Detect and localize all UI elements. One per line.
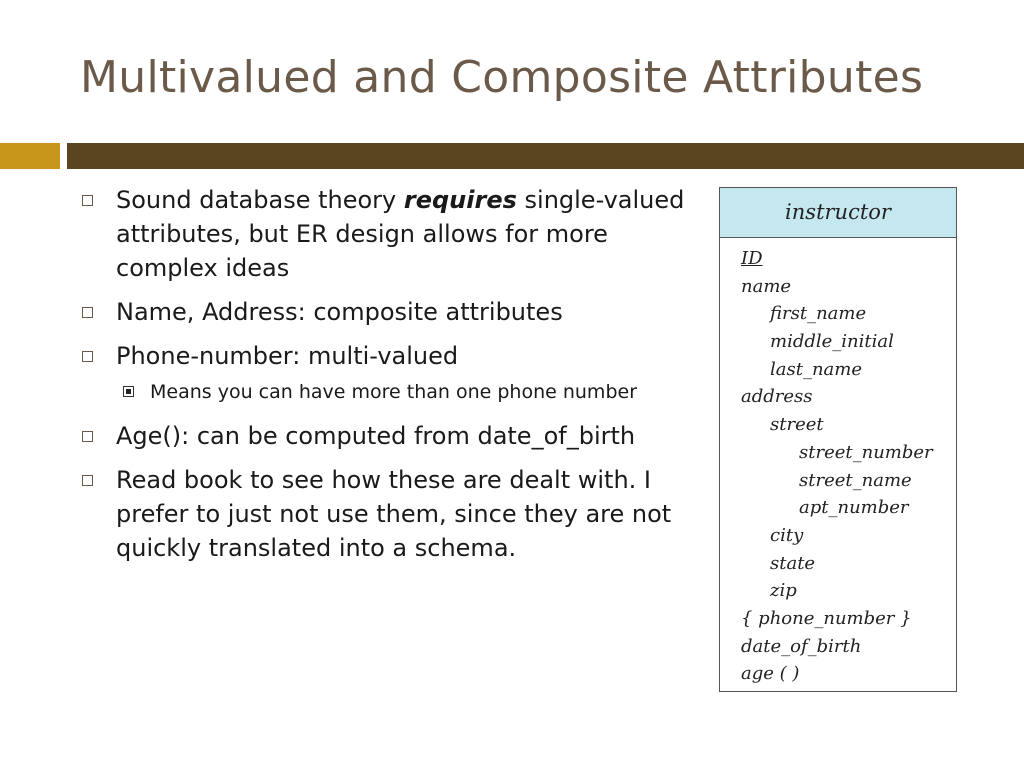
entity-attribute: middle_initial	[770, 331, 894, 353]
entity-box	[719, 187, 957, 692]
entity-attribute: city	[770, 524, 804, 546]
entity-attribute: apt_number	[799, 497, 909, 519]
square-bullet-icon	[82, 475, 93, 486]
accent-band-right	[67, 143, 1024, 169]
emphasis-text: requires	[403, 186, 517, 214]
square-bullet-icon	[82, 307, 93, 318]
entity-attribute: age ( )	[741, 663, 800, 685]
entity-attribute: street_number	[799, 441, 933, 463]
bullet-item	[82, 339, 692, 373]
bullet-text: single-valued attributes, but ER design allows for more complex ideas	[116, 186, 685, 282]
entity-attribute: date_of_birth	[741, 635, 862, 657]
bullet-item	[82, 295, 692, 329]
square-bullet-icon	[82, 431, 93, 442]
bullet-text: Age(): can be computed from date_of_birth	[116, 422, 636, 450]
bullet-text: Name, Address: composite attributes	[116, 298, 563, 326]
entity-attribute: street	[770, 414, 824, 436]
attribute-list	[720, 238, 956, 688]
entity-attribute: address	[741, 386, 813, 408]
filled-square-bullet-icon	[123, 386, 134, 397]
bullet-text: Sound database theory	[116, 186, 404, 214]
entity-attribute: { phone_number }	[741, 607, 912, 629]
bullet-item	[82, 183, 692, 285]
square-bullet-icon	[82, 195, 93, 206]
entity-attribute: name	[741, 275, 792, 297]
bullet-item	[82, 463, 692, 565]
entity-attribute: first_name	[770, 303, 867, 325]
entity-attribute: street_name	[799, 469, 912, 491]
square-bullet-icon	[82, 351, 93, 362]
bullet-text: Phone-number: multi-valued	[116, 342, 459, 370]
bullet-item	[82, 419, 692, 453]
entity-attribute: state	[770, 552, 816, 574]
bullet-list	[82, 183, 692, 575]
sub-bullet-item	[82, 377, 692, 407]
bullet-text: Read book to see how these are dealt with. I prefer to just not use them, since they are not quickly translated into a schema.	[116, 466, 672, 562]
entity-attribute: zip	[770, 580, 797, 602]
entity-name: instructor	[720, 188, 956, 238]
slide-title: Multivalued and Composite Attributes	[80, 52, 924, 103]
entity-attribute: last_name	[770, 358, 863, 380]
accent-band-left	[0, 143, 60, 169]
sub-bullet-text: Means you can have more than one phone number	[150, 381, 638, 403]
primary-key-attribute: ID	[741, 248, 763, 269]
